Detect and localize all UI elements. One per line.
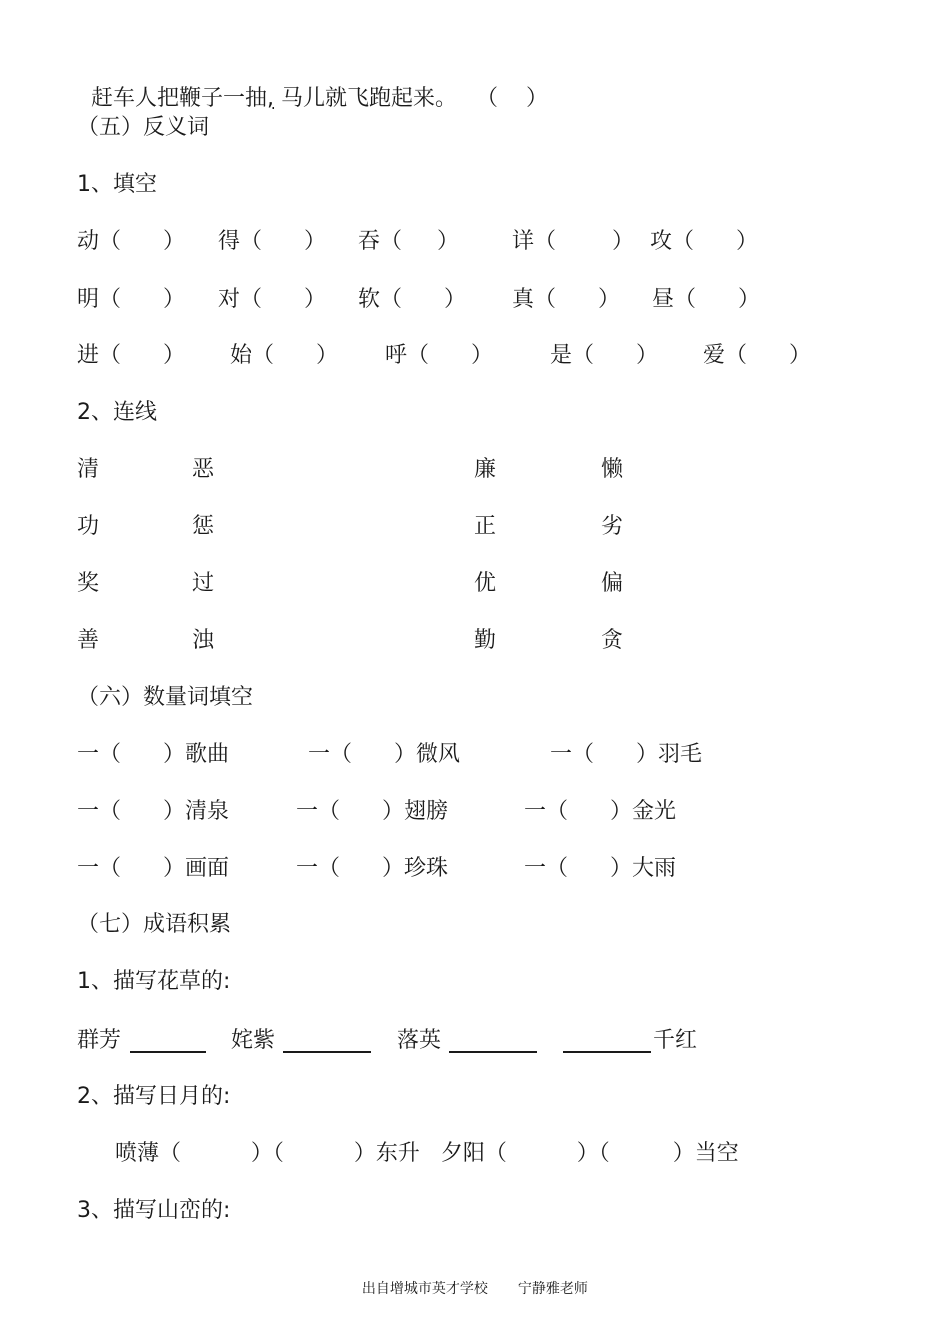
measure-item: 一（ ）翅膀 xyxy=(296,799,448,824)
antonym-fill-item: 得（ ） xyxy=(218,229,326,254)
antonym-fill-item: 昼（ ） xyxy=(652,287,760,312)
footer-school: 出自增城市英才学校 xyxy=(361,1281,488,1297)
match-char: 劣 xyxy=(601,514,624,539)
measure-item: 一（ ）大雨 xyxy=(524,856,676,881)
match-char: 功 xyxy=(77,514,100,539)
section5-q1-label: 1、填空 xyxy=(77,172,157,197)
match-char: 勤 xyxy=(474,628,497,653)
antonym-fill-item: 对（ ） xyxy=(218,287,326,312)
section7-q2-label: 2、描写日月的: xyxy=(77,1084,231,1109)
match-char: 清 xyxy=(77,457,100,482)
match-char: 优 xyxy=(474,571,497,596)
match-char: 过 xyxy=(192,571,215,596)
idiom-start-qunfang: 群芳 xyxy=(77,1028,122,1053)
idiom-end-qianhong: 千红 xyxy=(653,1028,698,1053)
idiom-blank[interactable] xyxy=(563,1051,651,1053)
section5-title: （五）反义词 xyxy=(77,115,210,140)
answer-paren: （ ） xyxy=(487,86,548,111)
antonym-fill-item: 详（ ） xyxy=(512,229,634,254)
idiom-sun-moon-line: 喷薄（ ）（ ）东升 夕阳（ ）（ ）当空 xyxy=(115,1141,739,1166)
measure-item: 一（ ）画面 xyxy=(77,856,229,881)
intro-underlined-comma: , xyxy=(267,86,275,111)
intro-text-rest: 马儿就飞跑起来。 xyxy=(274,86,458,111)
idiom-start-chazi: 姹紫 xyxy=(231,1028,276,1053)
measure-item: 一（ ）清泉 xyxy=(77,799,229,824)
match-char: 廉 xyxy=(474,457,497,482)
measure-item: 一（ ）微风 xyxy=(308,742,460,767)
section5-q2-label: 2、连线 xyxy=(77,400,157,425)
intro-text: 赶车人把鞭子一抽 xyxy=(91,86,268,111)
antonym-fill-item: 软（ ） xyxy=(358,287,466,312)
antonym-fill-item: 爱（ ） xyxy=(703,343,811,368)
idiom-start-luoying: 落英 xyxy=(397,1028,442,1053)
antonym-fill-item: 进（ ） xyxy=(77,343,185,368)
antonym-fill-item: 明（ ） xyxy=(77,287,185,312)
antonym-fill-item: 动（ ） xyxy=(77,229,185,254)
measure-item: 一（ ）羽毛 xyxy=(550,742,702,767)
section7-q3-label: 3、描写山峦的: xyxy=(77,1198,231,1223)
footer xyxy=(353,1262,588,1298)
match-char: 懒 xyxy=(601,457,624,482)
idiom-blank[interactable] xyxy=(449,1051,537,1053)
antonym-fill-item: 始（ ） xyxy=(230,343,338,368)
measure-item: 一（ ）珍珠 xyxy=(296,856,448,881)
intro-sentence xyxy=(77,57,548,113)
idiom-blank[interactable] xyxy=(130,1051,206,1053)
antonym-fill-item: 呼（ ） xyxy=(385,343,493,368)
match-char: 偏 xyxy=(601,571,624,596)
measure-item: 一（ ）金光 xyxy=(524,799,676,824)
match-char: 惩 xyxy=(192,514,215,539)
section7-q1-label: 1、描写花草的: xyxy=(77,969,231,994)
section6-title: （六）数量词填空 xyxy=(77,685,254,710)
antonym-fill-item: 攻（ ） xyxy=(650,229,758,254)
match-char: 恶 xyxy=(192,457,215,482)
match-char: 善 xyxy=(77,628,100,653)
idiom-blank[interactable] xyxy=(283,1051,371,1053)
antonym-fill-item: 吞（ ） xyxy=(358,229,459,254)
section7-title: （七）成语积累 xyxy=(77,912,232,937)
antonym-fill-item: 真（ ） xyxy=(512,287,620,312)
match-char: 浊 xyxy=(192,628,215,653)
measure-item: 一（ ）歌曲 xyxy=(77,742,229,767)
match-char: 贪 xyxy=(601,628,624,653)
match-char: 奖 xyxy=(77,571,100,596)
footer-teacher: 宁静雅老师 xyxy=(517,1281,588,1297)
antonym-fill-item: 是（ ） xyxy=(550,343,658,368)
match-char: 正 xyxy=(474,514,497,539)
